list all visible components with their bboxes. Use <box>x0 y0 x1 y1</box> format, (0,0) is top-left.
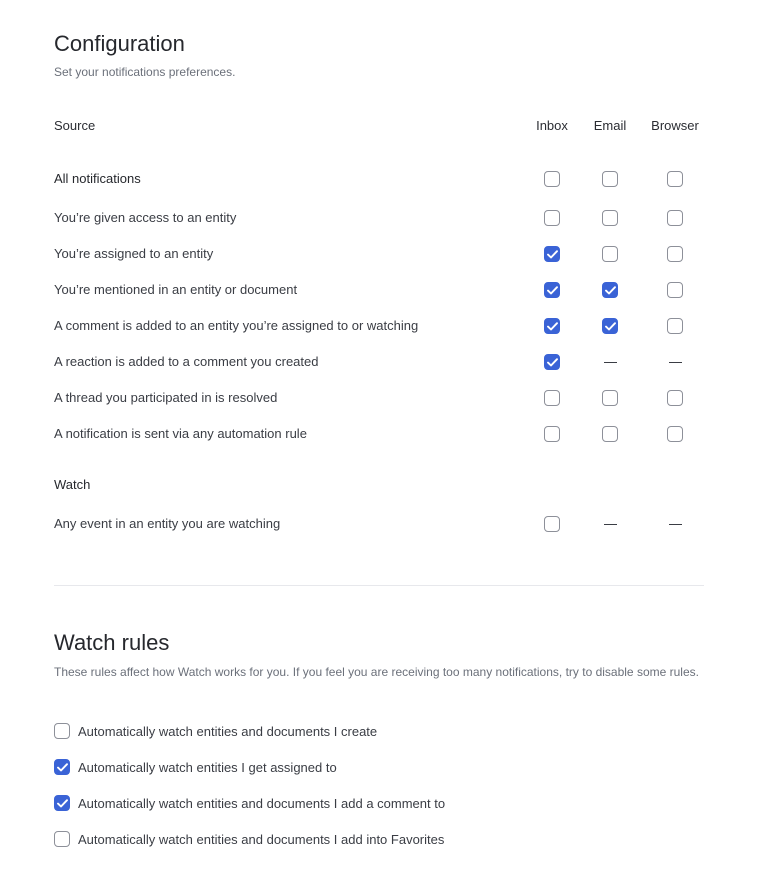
group-label: Watch <box>54 477 91 492</box>
inbox-toggle[interactable] <box>543 245 561 263</box>
email-toggle[interactable] <box>601 425 619 443</box>
notification-row-youre-given-access-to-an <box>54 206 704 230</box>
notification-row-youre-assigned-to-an-entity <box>54 242 704 266</box>
inbox-toggle[interactable] <box>543 515 561 533</box>
checkbox-checked[interactable] <box>544 354 560 370</box>
checkbox-checked[interactable] <box>544 246 560 262</box>
browser-toggle[interactable] <box>666 425 684 443</box>
checkbox[interactable] <box>544 516 560 532</box>
checkbox-checked[interactable] <box>54 759 70 775</box>
watch-rule-label: Automatically watch entities I get assigned to <box>78 760 337 775</box>
watch-rules-subtitle: These rules affect how Watch works for you. If you feel you are receiving too many notifications, try to disable some rules. <box>54 665 699 679</box>
checkbox-checked[interactable] <box>602 318 618 334</box>
checkbox[interactable] <box>602 246 618 262</box>
unavailable-dash <box>669 524 682 525</box>
notification-label: A thread you participated in is resolved <box>54 390 278 405</box>
inbox-toggle[interactable] <box>543 281 561 299</box>
browser-toggle[interactable] <box>666 281 684 299</box>
checkbox[interactable] <box>667 318 683 334</box>
unavailable-dash <box>669 362 682 363</box>
checkbox-checked[interactable] <box>54 795 70 811</box>
configuration-title: Configuration <box>54 31 185 56</box>
watch-rules-title: Watch rules <box>54 630 170 655</box>
checkbox[interactable] <box>544 390 560 406</box>
checkbox[interactable] <box>667 171 683 187</box>
watch-rule-automatically-watch-entities-and-documents[interactable] <box>54 829 704 851</box>
browser-toggle[interactable] <box>666 245 684 263</box>
browser-toggle <box>666 353 684 371</box>
group-label: All notifications <box>54 171 141 186</box>
checkbox[interactable] <box>54 831 70 847</box>
watch-rule-automatically-watch-entities-i-get[interactable] <box>54 757 704 779</box>
unavailable-dash <box>604 362 617 363</box>
inbox-toggle[interactable] <box>543 425 561 443</box>
browser-toggle <box>666 515 684 533</box>
notification-row-a-thread-you-participated-in <box>54 386 704 410</box>
notification-row-a-notification-is-sent-via <box>54 422 704 446</box>
notification-label: You’re given access to an entity <box>54 210 237 225</box>
checkbox[interactable] <box>602 171 618 187</box>
unavailable-dash <box>604 524 617 525</box>
watch-rule-label: Automatically watch entities and documents I add a comment to <box>78 796 446 811</box>
checkbox[interactable] <box>602 390 618 406</box>
checkbox[interactable] <box>54 723 70 739</box>
watch-rule-automatically-watch-entities-and-documents[interactable] <box>54 793 704 815</box>
watch-rule-label: Automatically watch entities and documents I create <box>78 724 378 739</box>
browser-toggle[interactable] <box>666 209 684 227</box>
section-divider <box>54 585 704 586</box>
browser-toggle[interactable] <box>666 317 684 335</box>
browser-toggle[interactable] <box>666 389 684 407</box>
email-toggle[interactable] <box>601 389 619 407</box>
notification-label: Any event in an entity you are watching <box>54 516 281 531</box>
checkbox[interactable] <box>544 210 560 226</box>
checkbox-checked[interactable] <box>544 282 560 298</box>
notification-row-any-event-in-an-entity <box>54 512 704 536</box>
notification-label: You’re assigned to an entity <box>54 246 214 261</box>
group-row-watch <box>54 473 704 497</box>
notification-label: You’re mentioned in an entity or document <box>54 282 298 297</box>
email-toggle <box>601 353 619 371</box>
checkbox[interactable] <box>667 246 683 262</box>
inbox-toggle[interactable] <box>543 209 561 227</box>
checkbox-checked[interactable] <box>602 282 618 298</box>
checkbox[interactable] <box>544 171 560 187</box>
email-toggle[interactable] <box>601 317 619 335</box>
notification-label: A notification is sent via any automation rule <box>54 426 307 441</box>
email-toggle[interactable] <box>601 170 619 188</box>
group-row-all-notifications <box>54 167 704 191</box>
column-header-source: Source <box>54 118 96 133</box>
watch-rule-automatically-watch-entities-and-documents[interactable] <box>54 721 704 743</box>
notification-row-a-comment-is-added-to <box>54 314 704 338</box>
inbox-toggle[interactable] <box>543 389 561 407</box>
inbox-toggle[interactable] <box>543 170 561 188</box>
configuration-subtitle: Set your notifications preferences. <box>54 65 236 79</box>
email-toggle <box>601 515 619 533</box>
checkbox[interactable] <box>667 390 683 406</box>
notification-row-youre-mentioned-in-an-entity <box>54 278 704 302</box>
notification-row-a-reaction-is-added-to <box>54 350 704 374</box>
checkbox-checked[interactable] <box>544 318 560 334</box>
watch-rule-label: Automatically watch entities and documents I add into Favorites <box>78 832 445 847</box>
inbox-toggle[interactable] <box>543 317 561 335</box>
notification-label: A reaction is added to a comment you created <box>54 354 319 369</box>
checkbox[interactable] <box>602 210 618 226</box>
email-toggle[interactable] <box>601 245 619 263</box>
browser-toggle[interactable] <box>666 170 684 188</box>
checkbox[interactable] <box>667 210 683 226</box>
email-toggle[interactable] <box>601 209 619 227</box>
checkbox[interactable] <box>667 426 683 442</box>
email-toggle[interactable] <box>601 281 619 299</box>
checkbox[interactable] <box>602 426 618 442</box>
inbox-toggle[interactable] <box>543 353 561 371</box>
notification-label: A comment is added to an entity you’re assigned to or watching <box>54 318 419 333</box>
checkbox[interactable] <box>667 282 683 298</box>
checkbox[interactable] <box>544 426 560 442</box>
